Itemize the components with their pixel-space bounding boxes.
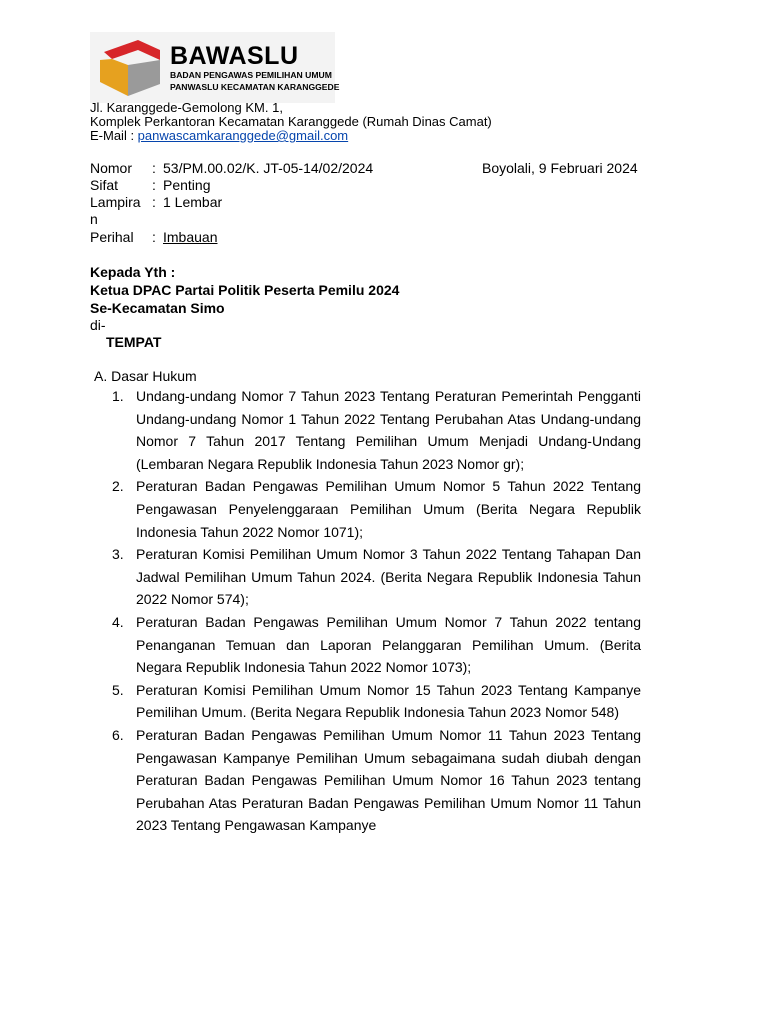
list-item [112, 679, 641, 724]
section-a-heading: A. Dasar Hukum [94, 368, 197, 384]
list-item-number: 6. [112, 726, 124, 743]
logo-brand: BAWASLU [170, 42, 299, 70]
sifat-colon: : [152, 177, 156, 193]
perihal-colon: : [152, 229, 156, 245]
recipient-area: Se-Kecamatan Simo [90, 300, 225, 316]
email-link[interactable]: panwascamkaranggede@gmail.com [137, 128, 349, 143]
legal-basis-list [112, 385, 641, 837]
list-item-text: Peraturan Badan Pengawas Pemilihan Umum Nomor 5 Tahun 2022 Tentang Pengawasan Penyelenggaraan Pemilihan Umum (Berita Negara Republik Indonesia Tahun 2022 Nomor 1071); [136, 478, 641, 540]
recipient-kepada: Kepada Yth : [90, 264, 176, 280]
list-item [112, 724, 641, 837]
lampiran-colon: : [152, 194, 156, 210]
letter-date: Boyolali, 9 Februari 2024 [482, 160, 638, 176]
list-item-text: Peraturan Komisi Pemilihan Umum Nomor 15 Tahun 2023 Tentang Kampanye Pemilihan Umum. (Berita Negara Republik Indonesia Tahun 2023 Nomor 548) [136, 681, 641, 721]
list-item-number: 3. [112, 546, 124, 563]
email-label: E-Mail : [90, 128, 138, 143]
list-item-text: Peraturan Badan Pengawas Pemilihan Umum Nomor 11 Tahun 2023 Tentang Pengawasan Kampanye Pemilihan Umum sebagaimana sudah diubah dengan Peraturan Badan Pengawas Pemilihan Umum Nomor 16 Tahun 2023 tentang Perubahan Atas Peraturan Badan Pengawas Pemilihan Umum Nomor 11 Tahun 2023 Tentang Pengawasan Kampanye [136, 726, 641, 834]
perihal-label: Perihal [90, 229, 134, 245]
recipient-title: Ketua DPAC Partai Politik Peserta Pemilu 2024 [90, 282, 400, 298]
nomor-label: Nomor [90, 160, 133, 176]
perihal-value: Imbauan [163, 229, 218, 245]
list-item-text: Peraturan Badan Pengawas Pemilihan Umum Nomor 7 Tahun 2022 tentang Penanganan Temuan dan Laporan Pelanggaran Pemilihan Umum. (Berita Negara Republik Indonesia Tahun 2022 Nomor 1073); [136, 613, 641, 676]
nomor-colon: : [152, 160, 156, 176]
list-item [112, 385, 641, 475]
list-item [112, 611, 641, 679]
logo-subtitle-1: BADAN PENGAWAS PEMILIHAN UMUM [170, 70, 332, 80]
recipient-tempat: TEMPAT [106, 334, 162, 350]
sifat-label: Sifat [90, 177, 119, 193]
list-item [112, 543, 641, 611]
address-line-2: Komplek Perkantoran Kecamatan Karanggede (Rumah Dinas Camat) [90, 114, 492, 129]
lampiran-label-wrap: n [90, 211, 98, 227]
list-item-number: 2. [112, 478, 124, 495]
nomor-value: 53/PM.00.02/K. JT-05-14/02/2024 [163, 160, 374, 176]
lampiran-label: Lampira [90, 194, 141, 210]
list-item-number: 4. [112, 613, 124, 630]
list-item [112, 475, 641, 543]
list-item-number: 5. [112, 681, 124, 698]
list-item-number: 1. [112, 388, 124, 404]
logo-subtitle-2: PANWASLU KECAMATAN KARANGGEDE [170, 82, 340, 92]
recipient-di: di- [90, 317, 106, 333]
address-line-1: Jl. Karanggede-Gemolong KM. 1, [90, 100, 283, 115]
lampiran-value: 1 Lembar [163, 194, 223, 210]
bawaslu-logo [90, 32, 340, 103]
email-line [90, 128, 348, 143]
list-item-text: Undang-undang Nomor 7 Tahun 2023 Tentang Peraturan Pemerintah Pengganti Undang-undang Nomor 1 Tahun 2022 Tentang Perubahan Atas Undang-undang Nomor 7 Tahun 2017 Tentang Pemilihan Umum Menjadi Undang-Undang (Lembaran Negara Republik Indonesia Tahun 2023 Nomor gr); [136, 388, 641, 472]
list-item-text: Peraturan Komisi Pemilihan Umum Nomor 3 Tahun 2022 Tentang Tahapan Dan Jadwal Pemilihan Umum Tahun 2024. (Berita Negara Republik Indonesia Tahun 2022 Nomor 574); [136, 546, 641, 608]
sifat-value: Penting [163, 177, 211, 193]
bawaslu-emblem-icon [98, 38, 164, 98]
